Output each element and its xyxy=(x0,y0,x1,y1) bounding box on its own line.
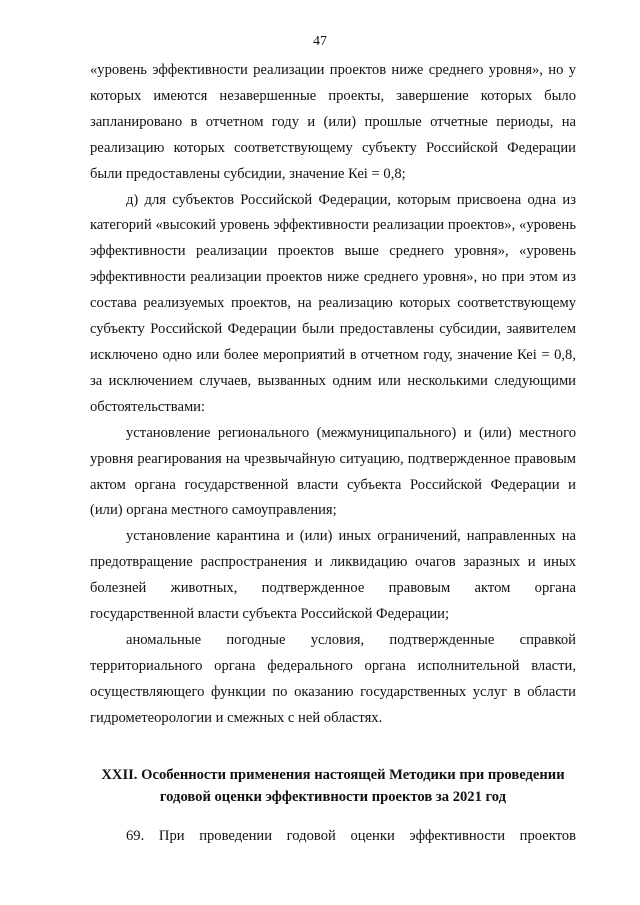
section-heading-line-2: годовой оценки эффективности проектов за 2021 год xyxy=(159,789,507,805)
section-heading-line-1: XXII. Особенности применения настоящей Методики при проведении xyxy=(101,767,565,783)
paragraph-emergency: установление регионального (межмуниципального) и (или) местного уровня реагирования на чрезвычайную ситуацию, подтвержденное правовым актом органа государственной власти субъекта Российской Федерации и (или) органа местного самоуправления; xyxy=(90,424,576,519)
paragraph-item-d: д) для субъектов Российской Федерации, которым присвоена одна из категорий «высокий уровень эффективности реализации проектов», «уровень эффективности реализации проектов выше среднего уровня», «уровень эффективности реализации проектов ниже среднего уровня», но при этом из состава реализуемых проектов, на реализацию которых соответствующему субъекту Российской Федерации были предоставлены субсидии, заявителем исключено одно или более мероприятий в отчетном году, значение Кеі = 0,8, за исключением случаев, вызванных одним или несколькими следующими обстоятельствами: xyxy=(90,191,576,415)
document-body xyxy=(90,58,576,732)
paragraph-weather: аномальные погодные условия, подтвержденные справкой территориального органа федерального органа исполнительной власти, осуществляющего функции по оказанию государственных услуг в области гидрометеорологии и смежных с ней областях. xyxy=(90,631,576,726)
paragraph-quarantine: установление карантина и (или) иных ограничений, направленных на предотвращение распространения и ликвидацию очагов заразных и иных болезней животных, подтвержденное правовым актом органа государственной власти субъекта Российской Федерации; xyxy=(90,528,576,623)
page-number: 47 xyxy=(313,34,327,49)
section-heading xyxy=(80,764,586,808)
paragraph-69: 69. При проведении годовой оценки эффективности проектов xyxy=(126,828,576,844)
paragraph-continuation: «уровень эффективности реализации проектов ниже среднего уровня», но у которых имеются незавершенные проекты, завершение которых было запланировано в отчетном году и (или) прошлые отчетные периоды, на реализацию которых соответствующему субъекту Российской Федерации были предоставлены субсидии, значение Кеі = 0,8; xyxy=(90,62,576,182)
